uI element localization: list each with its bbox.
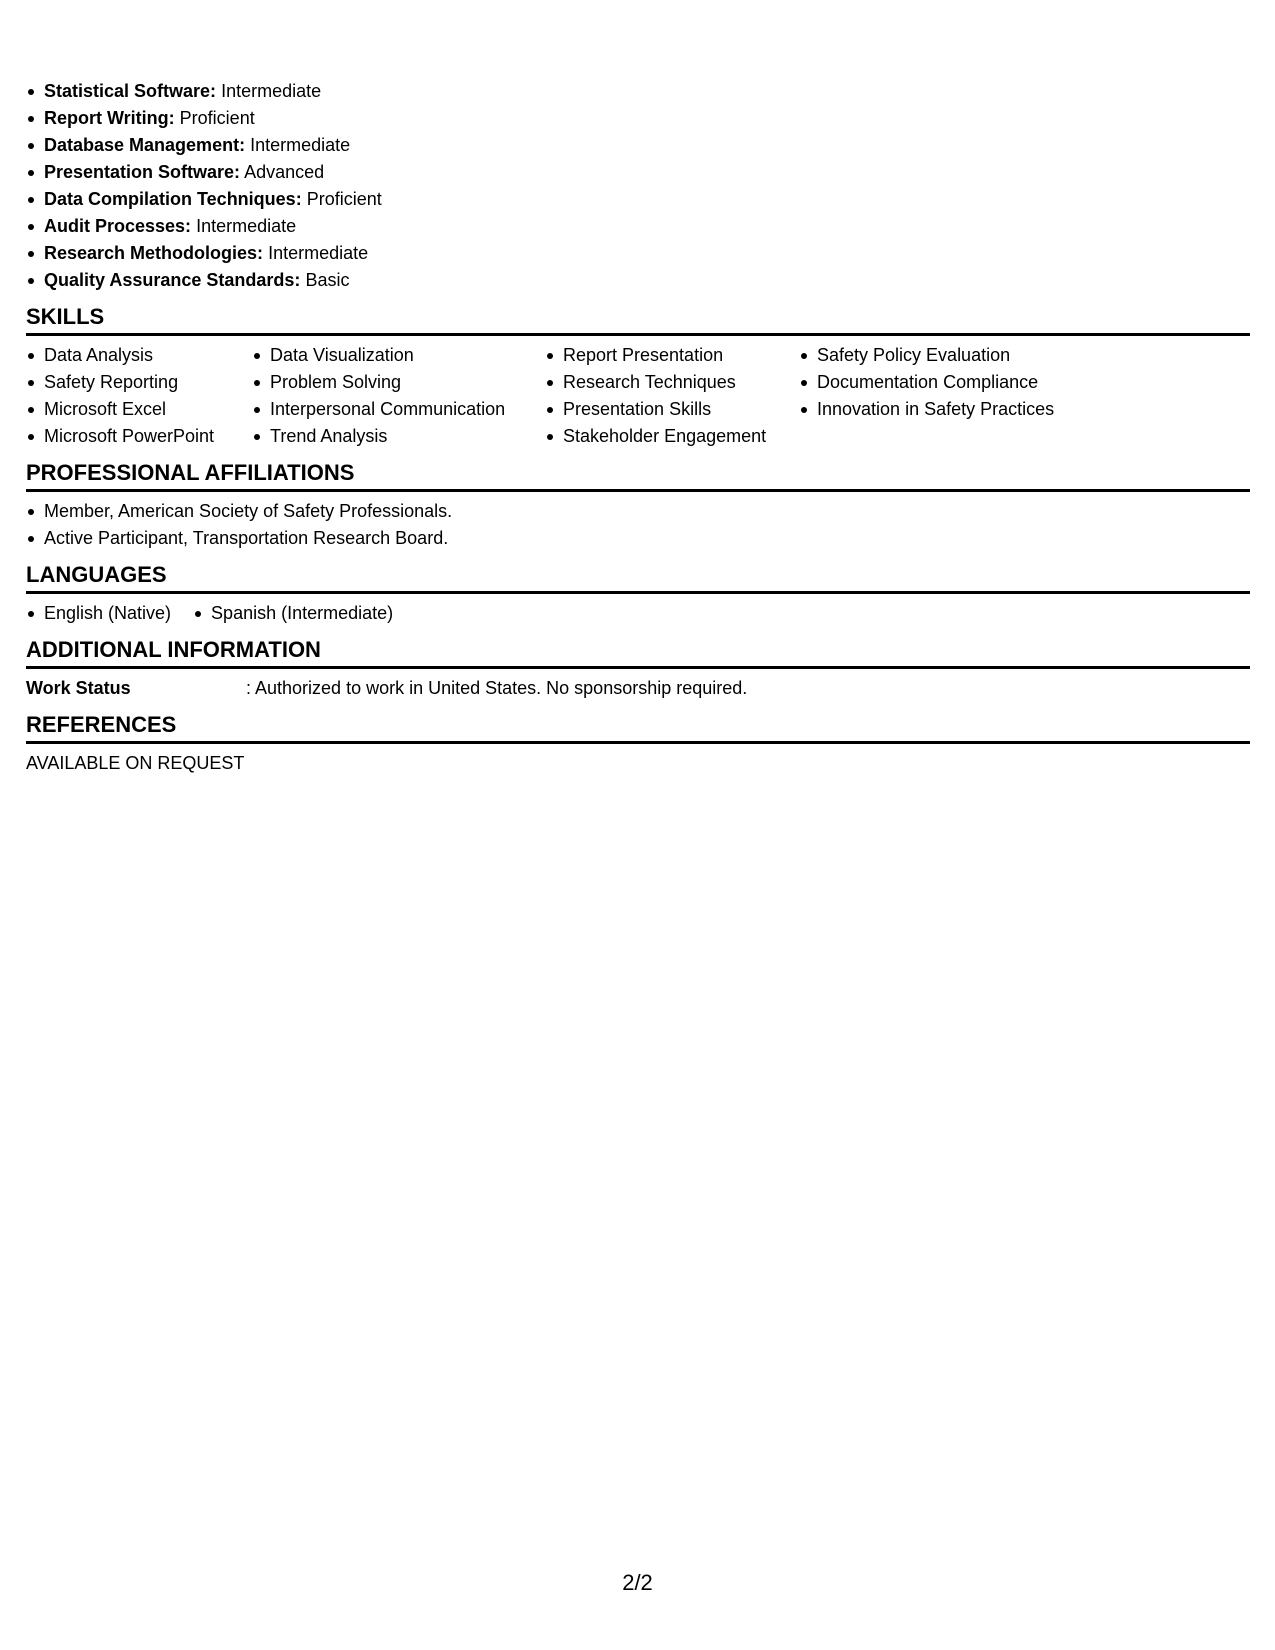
work-status-row xyxy=(26,669,1250,702)
references-section xyxy=(26,712,1250,777)
section-heading: PROFESSIONAL AFFILIATIONS xyxy=(26,460,1250,492)
languages-section xyxy=(26,562,1250,627)
list-item: Quality Assurance Standards: Basic xyxy=(26,267,1250,294)
list-item: Interpersonal Communication xyxy=(252,396,545,423)
list-item: Safety Policy Evaluation xyxy=(799,342,1054,369)
competency-list xyxy=(26,78,1250,294)
list-item: Research Methodologies: Intermediate xyxy=(26,240,1250,267)
references-text: AVAILABLE ON REQUEST xyxy=(26,753,245,773)
languages-list xyxy=(26,594,1250,627)
list-item: Audit Processes: Intermediate xyxy=(26,213,1250,240)
list-item: Statistical Software: Intermediate xyxy=(26,78,1250,105)
list-item: Active Participant, Transportation Research Board. xyxy=(26,525,1250,552)
list-item: Microsoft Excel xyxy=(26,396,252,423)
skills-column xyxy=(799,342,1054,450)
list-item: Stakeholder Engagement xyxy=(545,423,799,450)
list-item: Microsoft PowerPoint xyxy=(26,423,252,450)
skills-column xyxy=(545,342,799,450)
list-item: Database Management: Intermediate xyxy=(26,132,1250,159)
list-item: Report Presentation xyxy=(545,342,799,369)
skills-column xyxy=(26,342,252,450)
list-item: English (Native) xyxy=(26,600,171,627)
page-number: 2/2 xyxy=(622,1570,653,1595)
additional-info-section xyxy=(26,637,1250,702)
list-item: Problem Solving xyxy=(252,369,545,396)
list-item: Research Techniques xyxy=(545,369,799,396)
skills-columns xyxy=(26,336,1250,450)
list-item: Data Analysis xyxy=(26,342,252,369)
list-item: Report Writing: Proficient xyxy=(26,105,1250,132)
section-heading: SKILLS xyxy=(26,304,1250,336)
list-item: Presentation Software: Advanced xyxy=(26,159,1250,186)
list-item: Innovation in Safety Practices xyxy=(799,396,1054,423)
skills-section xyxy=(26,304,1250,450)
list-item: Spanish (Intermediate) xyxy=(193,600,393,627)
list-item: Presentation Skills xyxy=(545,396,799,423)
work-status-value: : Authorized to work in United States. No sponsorship required. xyxy=(246,678,748,698)
section-heading: ADDITIONAL INFORMATION xyxy=(26,637,1250,669)
resume-page xyxy=(26,78,1250,777)
work-status-label: Work Status xyxy=(26,678,131,698)
skills-column xyxy=(252,342,545,450)
section-heading: REFERENCES xyxy=(26,712,1250,744)
list-item: Documentation Compliance xyxy=(799,369,1054,396)
list-item: Member, American Society of Safety Professionals. xyxy=(26,498,1250,525)
list-item: Trend Analysis xyxy=(252,423,545,450)
affiliations-section xyxy=(26,460,1250,552)
affiliations-list xyxy=(26,492,1250,552)
list-item: Data Visualization xyxy=(252,342,545,369)
list-item: Safety Reporting xyxy=(26,369,252,396)
list-item: Data Compilation Techniques: Proficient xyxy=(26,186,1250,213)
section-heading: LANGUAGES xyxy=(26,562,1250,594)
